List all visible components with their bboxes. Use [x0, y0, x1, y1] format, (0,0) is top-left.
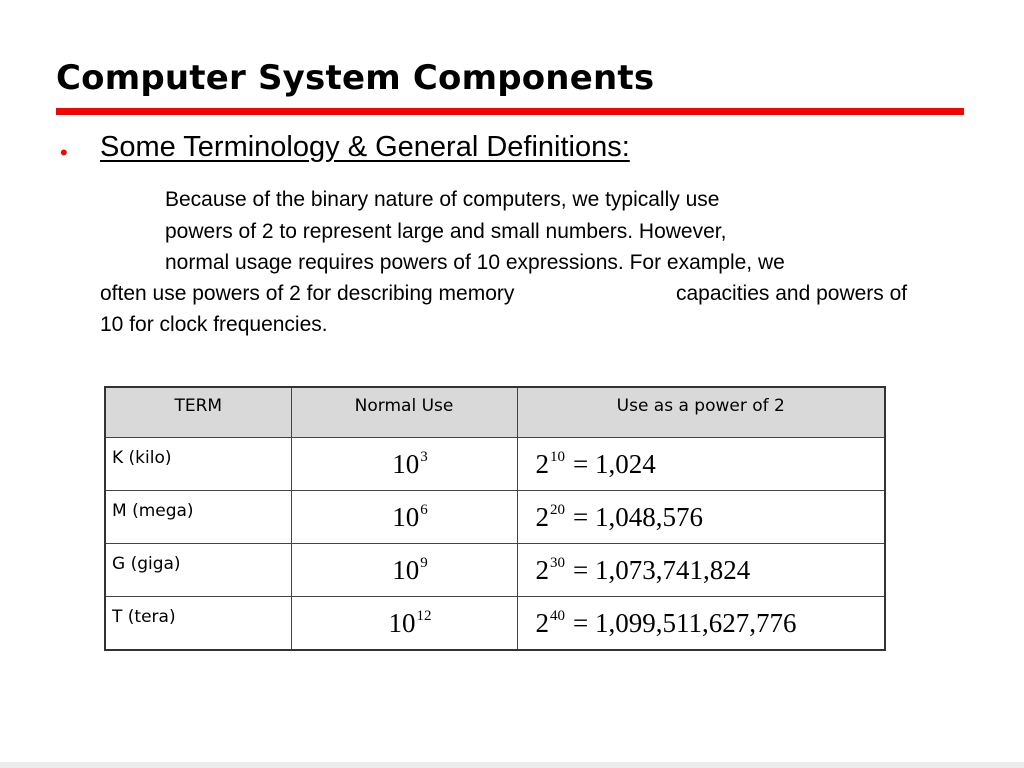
- body-line-4a: often use powers of 2 for describing memory: [100, 282, 515, 305]
- footer-rule: [0, 762, 1024, 768]
- exp10: 9: [420, 554, 428, 571]
- term-cell: M (mega): [105, 491, 291, 544]
- table-row: [105, 491, 885, 544]
- header-power-of-2: Use as a power of 2: [517, 387, 885, 438]
- header-term: TERM: [105, 387, 291, 438]
- bullet-icon: •: [60, 140, 68, 165]
- power-value: = 1,048,576: [573, 501, 703, 532]
- subheading: Some Terminology & General Definitions:: [100, 131, 630, 163]
- table-header-row: [105, 387, 885, 438]
- terminology-table: [104, 386, 886, 651]
- table-row: [105, 544, 885, 597]
- power-value: = 1,099,511,627,776: [573, 607, 797, 638]
- base10: 10: [392, 554, 420, 585]
- body-line-2: powers of 2 to represent large and small numbers. However,: [165, 220, 727, 243]
- base10: 10: [388, 607, 416, 638]
- table-row: [105, 438, 885, 491]
- body-line-1: Because of the binary nature of computers, we typically use: [165, 188, 720, 211]
- term-cell: K (kilo): [105, 438, 291, 491]
- title-underline-rule: [56, 108, 964, 115]
- term-cell: T (tera): [105, 597, 291, 651]
- base2: 2: [535, 501, 549, 532]
- power-value: = 1,073,741,824: [573, 554, 751, 585]
- table-row: [105, 597, 885, 651]
- exp2: 30: [550, 554, 565, 571]
- base2: 2: [535, 554, 549, 585]
- exp2: 10: [550, 448, 565, 465]
- normal-use-cell: [291, 544, 517, 597]
- base10: 10: [392, 448, 420, 479]
- header-normal-use: Normal Use: [291, 387, 517, 438]
- exp2: 40: [550, 607, 565, 624]
- power-of-2-cell: [517, 597, 885, 651]
- exp10: 3: [420, 448, 428, 465]
- normal-use-cell: [291, 491, 517, 544]
- power-of-2-cell: [517, 544, 885, 597]
- body-line-4b: capacities and powers of: [676, 282, 908, 305]
- normal-use-cell: [291, 438, 517, 491]
- exp2: 20: [550, 501, 565, 518]
- body-line-3: normal usage requires powers of 10 expressions. For example, we: [165, 251, 785, 274]
- exp10: 12: [416, 607, 432, 624]
- slide-title: Computer System Components: [56, 58, 655, 98]
- body-line-5: 10 for clock frequencies.: [100, 313, 328, 336]
- base2: 2: [535, 448, 549, 479]
- normal-use-cell: [291, 597, 517, 651]
- power-value: = 1,024: [573, 448, 656, 479]
- base10: 10: [392, 501, 420, 532]
- power-of-2-cell: [517, 438, 885, 491]
- exp10: 6: [420, 501, 428, 518]
- term-cell: G (giga): [105, 544, 291, 597]
- base2: 2: [535, 607, 549, 638]
- power-of-2-cell: [517, 491, 885, 544]
